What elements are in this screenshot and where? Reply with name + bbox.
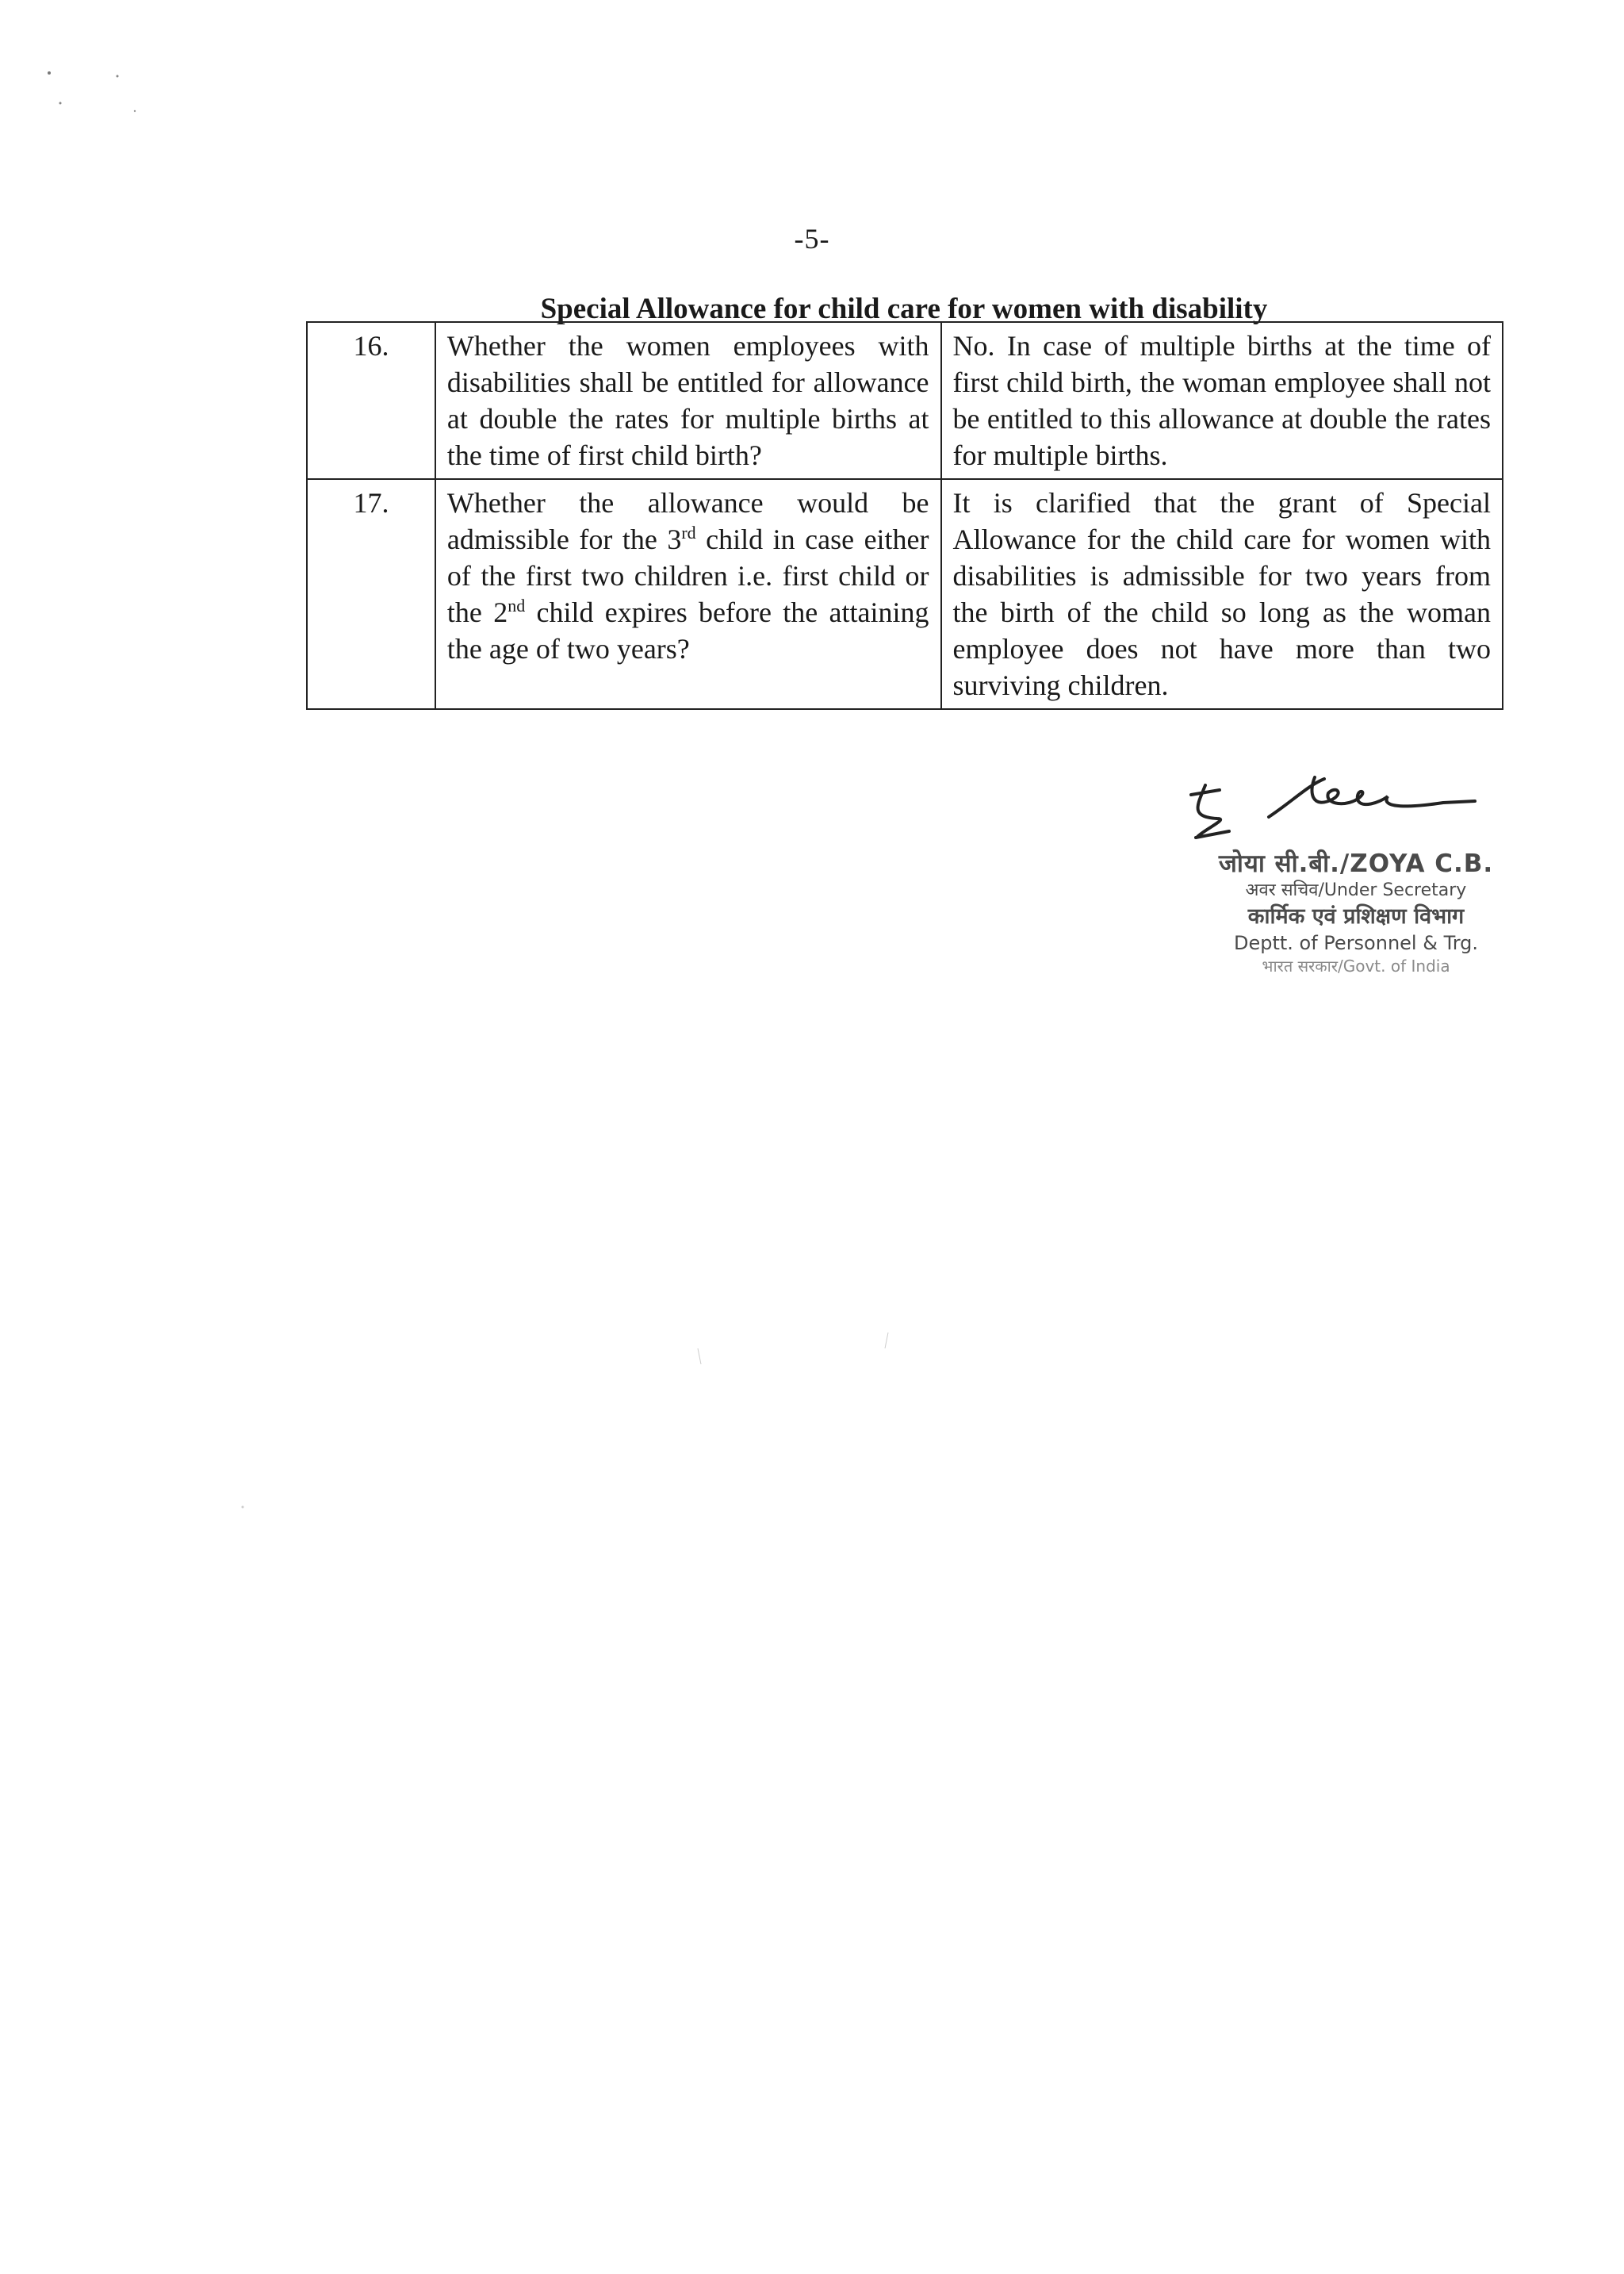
answer-cell: No. In case of multiple births at the time of first child birth, the woman employee shall not be entitled to this allowance at double the rates for multiple births.	[941, 322, 1503, 479]
signature-block	[1174, 761, 1538, 999]
question-text: child in case either of the first two children i.e. first child or the 2	[446, 523, 929, 628]
stamp-name: जोया सी.बी./ZOYA C.B.	[1218, 849, 1494, 878]
stamp-department-english: Deptt. of Personnel & Trg.	[1233, 932, 1479, 954]
ordinal-suffix: nd	[508, 596, 526, 615]
table-row	[307, 322, 1503, 479]
stamp-designation: अवर सचिव/Under Secretary	[1245, 880, 1467, 900]
table-row	[307, 479, 1503, 709]
row-number: 16.	[307, 322, 435, 479]
stamp-department-hindi: कार्मिक एवं प्रशिक्षण विभाग	[1247, 904, 1465, 929]
section-heading: Special Allowance for child care for women with disability	[540, 293, 1268, 325]
ordinal-suffix: rd	[681, 523, 696, 543]
official-stamp	[1174, 849, 1538, 977]
row-number: 17.	[307, 479, 435, 709]
question-text: child expires before the attaining the age of two years?	[446, 596, 929, 665]
page-number: -5-	[794, 223, 830, 255]
handwritten-signature	[1174, 761, 1491, 849]
stamp-government: भारत सरकार/Govt. of India	[1262, 957, 1450, 976]
qa-table	[306, 321, 1503, 710]
question-cell	[435, 479, 941, 709]
question-cell: Whether the women employees with disabilities shall be entitled for allowance at double the rates for multiple births at the time of first child birth?	[435, 322, 941, 479]
answer-cell: It is clarified that the grant of Special Allowance for the child care for women with disabilities is admissible for two years from the birth of the child so long as the woman employee does not have more than two surviving children.	[941, 479, 1503, 709]
question-text: Whether the allowance would be admissible for the 3	[446, 487, 929, 555]
